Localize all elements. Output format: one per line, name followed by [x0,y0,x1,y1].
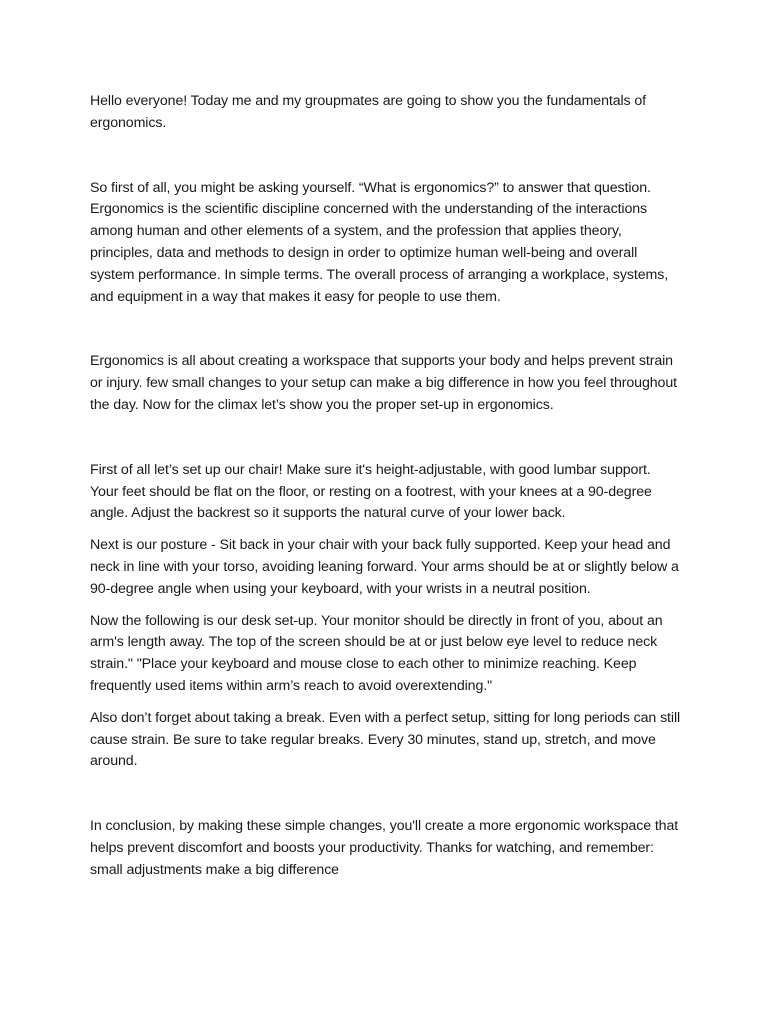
paragraph-desk: Now the following is our desk set-up. Your monitor should be directly in front of you, about an arm's length away. The top of the screen should be at or just below eye level to reduce neck strain." "Place your keyboard and mouse close to each other to minimize reaching. Keep frequently used items within arm’s reach to avoid overextending." [90,612,663,694]
paragraph-break: Also don’t forget about taking a break. Even with a perfect setup, sitting for long periods can still cause strain. Be sure to take regular breaks. Every 30 minutes, stand up, stretch, and move around. [90,709,681,770]
document-page [90,91,682,882]
paragraph-intro: Hello everyone! Today me and my groupmates are going to show you the fundamentals of ergonomics. [90,93,647,131]
paragraph-posture: Next is our posture - Sit back in your chair with your back fully supported. Keep your head and neck in line with your torso, avoiding leaning forward. Your arms should be at or slightly below a 90-degree angle when using your keyboard, with your wrists in a neutral position. [90,537,679,597]
paragraph-chair: First of all let’s set up our chair! Make sure it's height-adjustable, with good lumbar support. Your feet should be flat on the floor, or resting on a footrest, with your knees at a 90-degree angle. Adjust the backrest so it supports the natural curve of your lower back. [90,461,652,522]
paragraph-definition: So first of all, you might be asking yourself. “What is ergonomics?” to answer that question. Ergonomics is the scientific discipline concerned with the understanding of the interactions among human and other elements of a system, and the profession that applies theory, principles, data and methods to design in order to optimize human well-being and overall system performance. In simple terms. The overall process of arranging a workplace, systems, and equipment in a way that makes it easy for people to use them. [90,179,669,305]
paragraph-workspace: Ergonomics is all about creating a workspace that supports your body and helps prevent strain or injury. few small changes to your setup can make a big difference in how you feel throughout the day. Now for the climax let’s show you the proper set-up in ergonomics. [90,353,677,413]
paragraph-conclusion: In conclusion, by making these simple changes, you'll create a more ergonomic workspace that helps prevent discomfort and boosts your productivity. Thanks for watching, and remember: small adjustments make a big difference [90,818,679,878]
